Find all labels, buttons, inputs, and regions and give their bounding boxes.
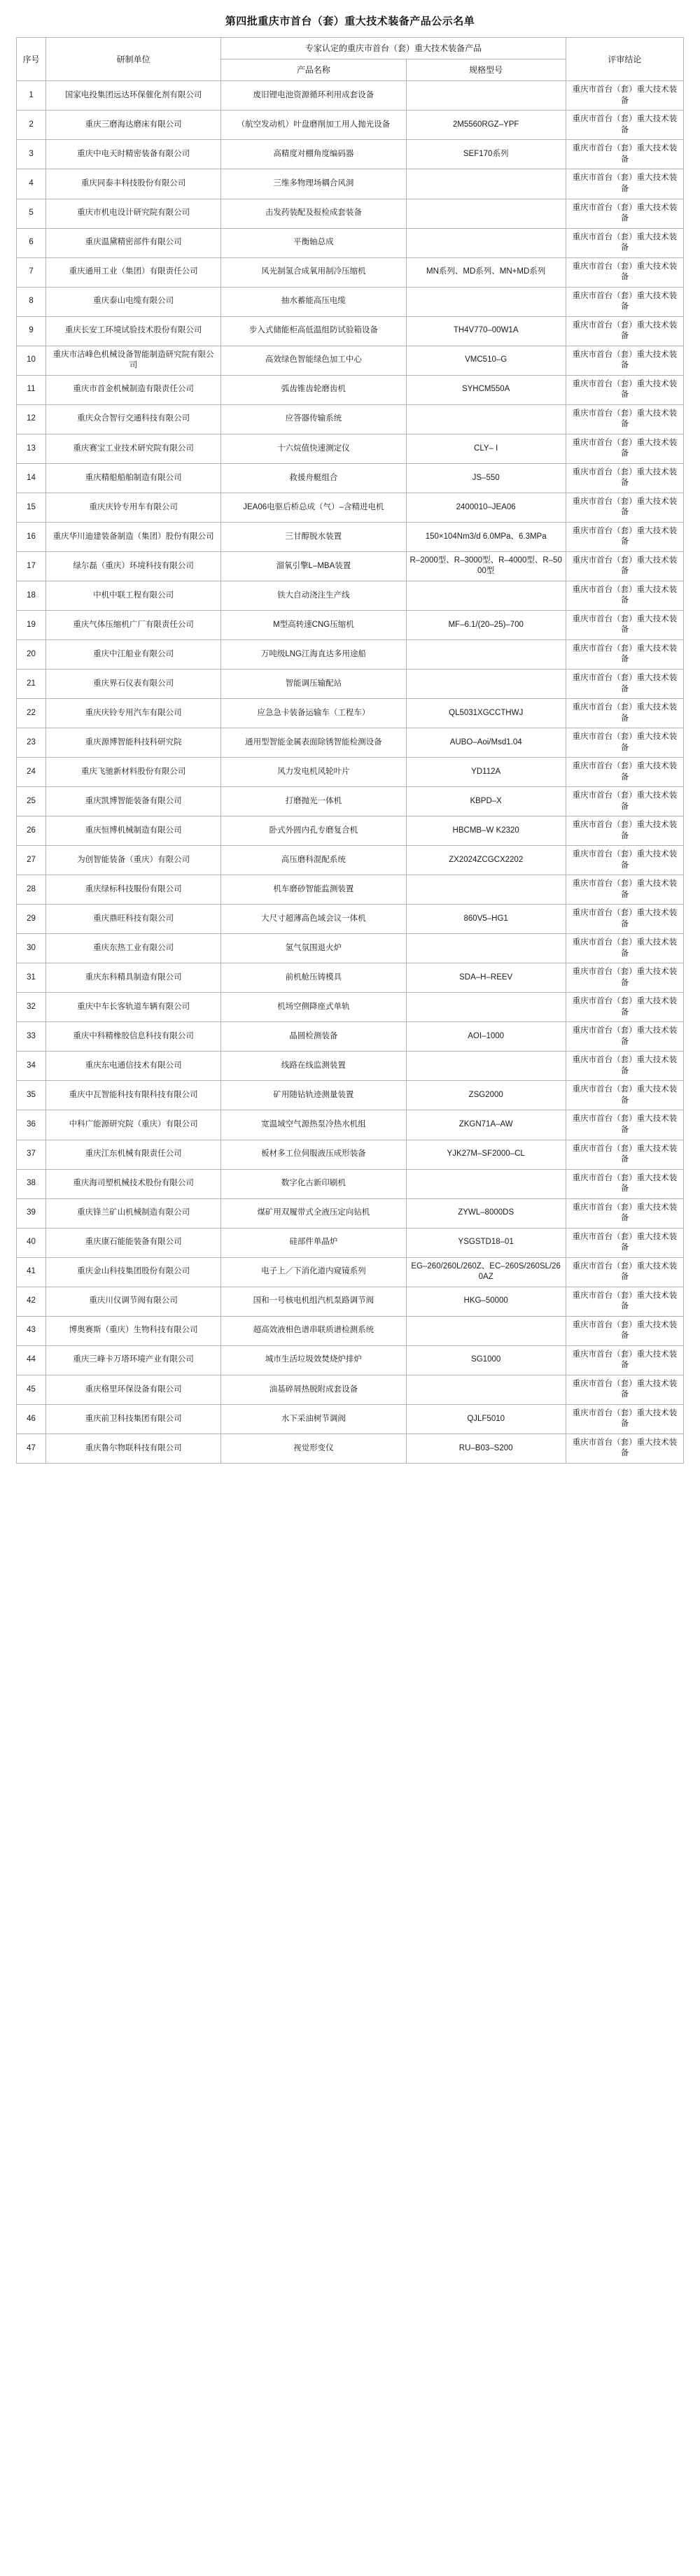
table-row bbox=[17, 1287, 684, 1316]
cell-index: 31 bbox=[17, 963, 46, 993]
cell-result: 重庆市首台（套）重大技术装备 bbox=[566, 728, 683, 758]
cell-product-name: 智能调压输配站 bbox=[221, 670, 406, 699]
cell-unit: 重庆庆铃专用汽车有限公司 bbox=[46, 699, 221, 728]
cell-unit: 重庆鲁尔物联科技有限公司 bbox=[46, 1434, 221, 1463]
cell-unit: 重庆绿标科技服份有限公司 bbox=[46, 875, 221, 905]
cell-product-model bbox=[406, 81, 566, 111]
cell-unit: 重庆三磨海达磨床有限公司 bbox=[46, 111, 221, 140]
cell-unit: 重庆鼎旺科技有限公司 bbox=[46, 905, 221, 934]
cell-product-model: SDA–H–REEV bbox=[406, 963, 566, 993]
cell-product-model: ZKGN71A–AW bbox=[406, 1110, 566, 1140]
cell-unit: 重庆金山科技集团股份有限公司 bbox=[46, 1257, 221, 1287]
cell-product-name: 铁大自动浇注生产线 bbox=[221, 581, 406, 610]
cell-result: 重庆市首台（套）重大技术装备 bbox=[566, 1198, 683, 1228]
cell-product-model bbox=[406, 1316, 566, 1345]
cell-product-model bbox=[406, 404, 566, 434]
cell-product-model bbox=[406, 228, 566, 257]
cell-result: 重庆市首台（套）重大技术装备 bbox=[566, 551, 683, 581]
column-header-product: 专家认定的重庆市首台（套）重大技术装备产品 bbox=[221, 38, 566, 59]
table-header bbox=[17, 38, 684, 81]
cell-index: 4 bbox=[17, 169, 46, 199]
table-row bbox=[17, 522, 684, 551]
cell-product-model: 2400010–JEA06 bbox=[406, 493, 566, 522]
cell-result: 重庆市首台（套）重大技术装备 bbox=[566, 639, 683, 669]
cell-index: 29 bbox=[17, 905, 46, 934]
table-row bbox=[17, 816, 684, 846]
cell-result: 重庆市首台（套）重大技术装备 bbox=[566, 993, 683, 1022]
cell-product-model: 860V5–HG1 bbox=[406, 905, 566, 934]
cell-unit: 重庆赛宝工业技术研究院有限公司 bbox=[46, 434, 221, 463]
cell-product-name: 电子上／下消化道内窥镜系列 bbox=[221, 1257, 406, 1287]
table-row bbox=[17, 1052, 684, 1081]
cell-unit: 重庆众合智行交通科技有限公司 bbox=[46, 404, 221, 434]
cell-product-name: 超高效液相色谱串联质谱检测系统 bbox=[221, 1316, 406, 1345]
cell-result: 重庆市首台（套）重大技术装备 bbox=[566, 140, 683, 169]
cell-index: 42 bbox=[17, 1287, 46, 1316]
table-row bbox=[17, 316, 684, 346]
cell-index: 5 bbox=[17, 199, 46, 228]
cell-result: 重庆市首台（套）重大技术装备 bbox=[566, 670, 683, 699]
cell-product-model: HBCMB–W K2320 bbox=[406, 816, 566, 846]
cell-index: 46 bbox=[17, 1404, 46, 1434]
cell-unit: 重庆通用工业（集团）有限责任公司 bbox=[46, 257, 221, 287]
cell-product-name: 风光制氢合成氧用制冷压缩机 bbox=[221, 257, 406, 287]
cell-unit: 重庆三峰卡万塔环境产业有限公司 bbox=[46, 1345, 221, 1375]
cell-result: 重庆市首台（套）重大技术装备 bbox=[566, 1404, 683, 1434]
cell-product-model bbox=[406, 1169, 566, 1198]
cell-result: 重庆市首台（套）重大技术装备 bbox=[566, 758, 683, 787]
cell-product-model: EG–260/260L/260Z、EC–260S/260SL/260AZ bbox=[406, 1257, 566, 1287]
cell-result: 重庆市首台（套）重大技术装备 bbox=[566, 1228, 683, 1257]
table-row bbox=[17, 199, 684, 228]
cell-result: 重庆市首台（套）重大技术装备 bbox=[566, 1316, 683, 1345]
table-row bbox=[17, 1345, 684, 1375]
cell-product-model: TH4V770–00W1A bbox=[406, 316, 566, 346]
cell-result: 重庆市首台（套）重大技术装备 bbox=[566, 934, 683, 963]
cell-index: 21 bbox=[17, 670, 46, 699]
cell-product-name: 视觉形变仪 bbox=[221, 1434, 406, 1463]
table-row bbox=[17, 551, 684, 581]
cell-product-name: 三维多物理场耦合风洞 bbox=[221, 169, 406, 199]
cell-unit: 重庆市首金机械制造有限责任公司 bbox=[46, 375, 221, 404]
cell-product-name: 救援舟艇组合 bbox=[221, 463, 406, 493]
cell-result: 重庆市首台（套）重大技术装备 bbox=[566, 346, 683, 375]
cell-product-name: 水下采油树节调阀 bbox=[221, 1404, 406, 1434]
cell-result: 重庆市首台（套）重大技术装备 bbox=[566, 434, 683, 463]
cell-product-name: 应答器传输系统 bbox=[221, 404, 406, 434]
cell-result: 重庆市首台（套）重大技术装备 bbox=[566, 111, 683, 140]
cell-unit: 国家电投集团远达环保催化剂有限公司 bbox=[46, 81, 221, 111]
cell-index: 1 bbox=[17, 81, 46, 111]
cell-product-name: （航空发动机）叶盘磨削加工用人抛光设备 bbox=[221, 111, 406, 140]
cell-index: 7 bbox=[17, 257, 46, 287]
table-row bbox=[17, 905, 684, 934]
cell-product-model bbox=[406, 670, 566, 699]
cell-product-model bbox=[406, 639, 566, 669]
cell-unit: 重庆江东机械有限责任公司 bbox=[46, 1140, 221, 1169]
cell-index: 30 bbox=[17, 934, 46, 963]
cell-product-model: MN系列、MD系列、MN+MD系列 bbox=[406, 257, 566, 287]
cell-index: 39 bbox=[17, 1198, 46, 1228]
cell-index: 17 bbox=[17, 551, 46, 581]
cell-result: 重庆市首台（套）重大技术装备 bbox=[566, 1081, 683, 1110]
cell-product-name: 大尺寸超薄高色域会议一体机 bbox=[221, 905, 406, 934]
cell-product-model: CLY– I bbox=[406, 434, 566, 463]
table-body bbox=[17, 81, 684, 1463]
cell-index: 34 bbox=[17, 1052, 46, 1081]
page-title: 第四批重庆市首台（套）重大技术装备产品公示名单 bbox=[225, 15, 475, 27]
cell-product-name: 万吨级LNG江海直达多用途船 bbox=[221, 639, 406, 669]
cell-unit: 重庆源博智能科技科研究院 bbox=[46, 728, 221, 758]
table-row bbox=[17, 670, 684, 699]
cell-product-model: ZSG2000 bbox=[406, 1081, 566, 1110]
cell-product-name: JEA06电驱后桥总成（气）–含精进电机 bbox=[221, 493, 406, 522]
cell-index: 2 bbox=[17, 111, 46, 140]
table-row bbox=[17, 434, 684, 463]
cell-result: 重庆市首台（套）重大技术装备 bbox=[566, 1110, 683, 1140]
cell-product-model bbox=[406, 993, 566, 1022]
cell-unit: 重庆市机电设计研究院有限公司 bbox=[46, 199, 221, 228]
cell-result: 重庆市首台（套）重大技术装备 bbox=[566, 1052, 683, 1081]
cell-product-name: 溜氧引擎L–MBA装置 bbox=[221, 551, 406, 581]
table-row bbox=[17, 581, 684, 610]
table-row bbox=[17, 81, 684, 111]
cell-result: 重庆市首台（套）重大技术装备 bbox=[566, 1345, 683, 1375]
cell-product-model bbox=[406, 934, 566, 963]
cell-product-model bbox=[406, 1052, 566, 1081]
table-row bbox=[17, 463, 684, 493]
cell-result: 重庆市首台（套）重大技术装备 bbox=[566, 316, 683, 346]
cell-unit: 重庆海司塑机械技术股份有限公司 bbox=[46, 1169, 221, 1198]
cell-unit: 中机中联工程有限公司 bbox=[46, 581, 221, 610]
cell-product-name: 抽水蓄能高压电缆 bbox=[221, 287, 406, 316]
column-header-result: 评审结论 bbox=[566, 38, 683, 81]
cell-unit: 重庆康石能能装备有限公司 bbox=[46, 1228, 221, 1257]
cell-product-name: 通用型智能金属表面除锈智能检测设备 bbox=[221, 728, 406, 758]
cell-product-name: 氢气氛围退火炉 bbox=[221, 934, 406, 963]
cell-product-name: 打磨抛光一体机 bbox=[221, 787, 406, 816]
cell-result: 重庆市首台（套）重大技术装备 bbox=[566, 1434, 683, 1463]
cell-index: 16 bbox=[17, 522, 46, 551]
cell-unit: 重庆凯博智能装备有限公司 bbox=[46, 787, 221, 816]
cell-result: 重庆市首台（套）重大技术装备 bbox=[566, 610, 683, 639]
cell-result: 重庆市首台（套）重大技术装备 bbox=[566, 1257, 683, 1287]
cell-product-name: 线路在线监测装置 bbox=[221, 1052, 406, 1081]
cell-index: 18 bbox=[17, 581, 46, 610]
cell-result: 重庆市首台（套）重大技术装备 bbox=[566, 257, 683, 287]
cell-unit: 重庆中车长客轨道车辆有限公司 bbox=[46, 993, 221, 1022]
column-header-unit: 研制单位 bbox=[46, 38, 221, 81]
cell-product-name: 高效绿色智能绿色加工中心 bbox=[221, 346, 406, 375]
table-row bbox=[17, 228, 684, 257]
cell-index: 26 bbox=[17, 816, 46, 846]
cell-result: 重庆市首台（套）重大技术装备 bbox=[566, 816, 683, 846]
cell-index: 3 bbox=[17, 140, 46, 169]
cell-product-model: AOI–1000 bbox=[406, 1022, 566, 1052]
table-row bbox=[17, 610, 684, 639]
cell-index: 9 bbox=[17, 316, 46, 346]
cell-product-name: 板材多工位伺服液压成形装备 bbox=[221, 1140, 406, 1169]
cell-index: 40 bbox=[17, 1228, 46, 1257]
cell-unit: 重庆泰山电缆有限公司 bbox=[46, 287, 221, 316]
table-row bbox=[17, 787, 684, 816]
cell-unit: 重庆前卫科技集团有限公司 bbox=[46, 1404, 221, 1434]
cell-product-name: 卧式外圆内孔专磨复合机 bbox=[221, 816, 406, 846]
cell-product-name: 机场空侧降座式单轨 bbox=[221, 993, 406, 1022]
cell-product-name: 前机舱压铸模具 bbox=[221, 963, 406, 993]
cell-index: 33 bbox=[17, 1022, 46, 1052]
cell-product-name: 高精度对棚角度编码器 bbox=[221, 140, 406, 169]
table-row bbox=[17, 1404, 684, 1434]
cell-product-name: 城市生活垃圾效焚烧炉排炉 bbox=[221, 1345, 406, 1375]
cell-result: 重庆市首台（套）重大技术装备 bbox=[566, 169, 683, 199]
cell-index: 35 bbox=[17, 1081, 46, 1110]
cell-index: 36 bbox=[17, 1110, 46, 1140]
table-row bbox=[17, 493, 684, 522]
cell-product-model: QL5031XGCCTHWJ bbox=[406, 699, 566, 728]
cell-product-name: 国和一号核电机组汽机泵路调节阀 bbox=[221, 1287, 406, 1316]
cell-unit: 重庆恒博机械制造有限公司 bbox=[46, 816, 221, 846]
cell-product-name: 高压磨科混配系统 bbox=[221, 846, 406, 875]
cell-product-model bbox=[406, 1375, 566, 1404]
column-header-product-model: 规格型号 bbox=[406, 59, 566, 81]
cell-index: 25 bbox=[17, 787, 46, 816]
cell-product-model: MF–6.1/(20–25)–700 bbox=[406, 610, 566, 639]
cell-result: 重庆市首台（套）重大技术装备 bbox=[566, 846, 683, 875]
cell-result: 重庆市首台（套）重大技术装备 bbox=[566, 1375, 683, 1404]
cell-unit: 重庆格里环保设备有限公司 bbox=[46, 1375, 221, 1404]
cell-index: 24 bbox=[17, 758, 46, 787]
table-row bbox=[17, 1110, 684, 1140]
cell-index: 27 bbox=[17, 846, 46, 875]
cell-result: 重庆市首台（套）重大技术装备 bbox=[566, 787, 683, 816]
cell-product-name: 宽温域空气源热泵冷热水机组 bbox=[221, 1110, 406, 1140]
cell-result: 重庆市首台（套）重大技术装备 bbox=[566, 1287, 683, 1316]
cell-index: 14 bbox=[17, 463, 46, 493]
cell-unit: 重庆同泰丰科技股份有限公司 bbox=[46, 169, 221, 199]
cell-index: 10 bbox=[17, 346, 46, 375]
table-row bbox=[17, 375, 684, 404]
cell-product-name: 废旧锂电池资源循环利用成套设备 bbox=[221, 81, 406, 111]
cell-index: 38 bbox=[17, 1169, 46, 1198]
cell-unit: 博奥赛斯（重庆）生物科技有限公司 bbox=[46, 1316, 221, 1345]
cell-product-name: 数字化古新印刷机 bbox=[221, 1169, 406, 1198]
cell-result: 重庆市首台（套）重大技术装备 bbox=[566, 404, 683, 434]
cell-index: 13 bbox=[17, 434, 46, 463]
cell-unit: 为创智能装备（重庆）有限公司 bbox=[46, 846, 221, 875]
cell-product-name: 机车磨砂智能监测装置 bbox=[221, 875, 406, 905]
cell-product-model: ZYWL–8000DS bbox=[406, 1198, 566, 1228]
table-row bbox=[17, 287, 684, 316]
table-row bbox=[17, 1257, 684, 1287]
table-row bbox=[17, 1316, 684, 1345]
cell-result: 重庆市首台（套）重大技术装备 bbox=[566, 199, 683, 228]
table-row bbox=[17, 728, 684, 758]
cell-product-model: JS–550 bbox=[406, 463, 566, 493]
equipment-list-table bbox=[16, 37, 684, 1464]
cell-unit: 重庆川仪调节阀有限公司 bbox=[46, 1287, 221, 1316]
cell-index: 28 bbox=[17, 875, 46, 905]
cell-index: 22 bbox=[17, 699, 46, 728]
cell-product-name: 步入式储能柜高低温组防试验箱设备 bbox=[221, 316, 406, 346]
table-row bbox=[17, 257, 684, 287]
cell-index: 23 bbox=[17, 728, 46, 758]
cell-unit: 绿尔磊（重庆）环境科技有限公司 bbox=[46, 551, 221, 581]
table-row bbox=[17, 1198, 684, 1228]
table-row bbox=[17, 993, 684, 1022]
table-row bbox=[17, 346, 684, 375]
cell-product-model: 2M5560RGZ–YPF bbox=[406, 111, 566, 140]
table-row bbox=[17, 404, 684, 434]
cell-product-model: KBPD–X bbox=[406, 787, 566, 816]
cell-product-name: 十六烷值快速测定仪 bbox=[221, 434, 406, 463]
cell-product-model: YD112A bbox=[406, 758, 566, 787]
cell-product-name: 晶圆检测装备 bbox=[221, 1022, 406, 1052]
cell-product-model: SG1000 bbox=[406, 1345, 566, 1375]
cell-product-name: 风力发电机风轮叶片 bbox=[221, 758, 406, 787]
cell-unit: 重庆华川迪建装备制造（集团）股份有限公司 bbox=[46, 522, 221, 551]
column-header-product-name: 产品名称 bbox=[221, 59, 406, 81]
table-row bbox=[17, 934, 684, 963]
cell-index: 37 bbox=[17, 1140, 46, 1169]
table-row bbox=[17, 758, 684, 787]
cell-result: 重庆市首台（套）重大技术装备 bbox=[566, 522, 683, 551]
cell-index: 6 bbox=[17, 228, 46, 257]
cell-unit: 重庆东热工业有限公司 bbox=[46, 934, 221, 963]
cell-index: 11 bbox=[17, 375, 46, 404]
cell-product-model: RU–B03–S200 bbox=[406, 1434, 566, 1463]
cell-product-model: R–2000型、R–3000型、R–4000型、R–5000型 bbox=[406, 551, 566, 581]
cell-index: 43 bbox=[17, 1316, 46, 1345]
cell-product-model: VMC510–G bbox=[406, 346, 566, 375]
cell-product-model: 150×104Nm3/d 6.0MPa、6.3MPa bbox=[406, 522, 566, 551]
cell-unit: 重庆庆铃专用车有限公司 bbox=[46, 493, 221, 522]
cell-index: 12 bbox=[17, 404, 46, 434]
cell-result: 重庆市首台（套）重大技术装备 bbox=[566, 228, 683, 257]
cell-product-model bbox=[406, 169, 566, 199]
cell-index: 45 bbox=[17, 1375, 46, 1404]
table-row bbox=[17, 1434, 684, 1463]
table-row bbox=[17, 1022, 684, 1052]
cell-product-model: YJK27M–SF2000–CL bbox=[406, 1140, 566, 1169]
cell-result: 重庆市首台（套）重大技术装备 bbox=[566, 287, 683, 316]
cell-unit: 重庆长安工环境试验技术股份有限公司 bbox=[46, 316, 221, 346]
cell-result: 重庆市首台（套）重大技术装备 bbox=[566, 81, 683, 111]
cell-unit: 重庆中科精橡胶信息科技有限公司 bbox=[46, 1022, 221, 1052]
cell-index: 32 bbox=[17, 993, 46, 1022]
table-row bbox=[17, 1140, 684, 1169]
cell-product-model: SEF170系列 bbox=[406, 140, 566, 169]
table-header-row-1 bbox=[17, 38, 684, 59]
cell-unit: 重庆中瓦智能科技有限科技有限公司 bbox=[46, 1081, 221, 1110]
cell-unit: 重庆东电通信技术有限公司 bbox=[46, 1052, 221, 1081]
cell-result: 重庆市首台（套）重大技术装备 bbox=[566, 905, 683, 934]
table-row bbox=[17, 875, 684, 905]
cell-product-name: 平衡轴总成 bbox=[221, 228, 406, 257]
cell-product-model: AUBO–Aoi/Msd1.04 bbox=[406, 728, 566, 758]
cell-result: 重庆市首台（套）重大技术装备 bbox=[566, 1169, 683, 1198]
cell-index: 44 bbox=[17, 1345, 46, 1375]
cell-product-name: 硅部件单晶炉 bbox=[221, 1228, 406, 1257]
cell-index: 47 bbox=[17, 1434, 46, 1463]
cell-product-name: 击发药装配及报检成套装备 bbox=[221, 199, 406, 228]
cell-result: 重庆市首台（套）重大技术装备 bbox=[566, 963, 683, 993]
cell-result: 重庆市首台（套）重大技术装备 bbox=[566, 463, 683, 493]
cell-result: 重庆市首台（套）重大技术装备 bbox=[566, 699, 683, 728]
cell-result: 重庆市首台（套）重大技术装备 bbox=[566, 875, 683, 905]
table-row bbox=[17, 1375, 684, 1404]
cell-product-model: ZX2024ZCGCX2202 bbox=[406, 846, 566, 875]
cell-product-name: 煤矿用双履带式全液压定向钻机 bbox=[221, 1198, 406, 1228]
table-row bbox=[17, 699, 684, 728]
cell-index: 19 bbox=[17, 610, 46, 639]
table-row bbox=[17, 111, 684, 140]
table-row bbox=[17, 140, 684, 169]
cell-unit: 重庆气体压缩机广厂有限责任公司 bbox=[46, 610, 221, 639]
cell-unit: 重庆中江船业有限公司 bbox=[46, 639, 221, 669]
cell-result: 重庆市首台（套）重大技术装备 bbox=[566, 375, 683, 404]
cell-unit: 重庆温黛精密部件有限公司 bbox=[46, 228, 221, 257]
table-row bbox=[17, 169, 684, 199]
cell-result: 重庆市首台（套）重大技术装备 bbox=[566, 581, 683, 610]
cell-product-model: HKG–50000 bbox=[406, 1287, 566, 1316]
cell-index: 41 bbox=[17, 1257, 46, 1287]
cell-index: 20 bbox=[17, 639, 46, 669]
cell-result: 重庆市首台（套）重大技术装备 bbox=[566, 493, 683, 522]
cell-product-name: 油基碎屑热脱附成套设备 bbox=[221, 1375, 406, 1404]
table-row bbox=[17, 846, 684, 875]
cell-product-name: 矿用随钻轨迹测量装置 bbox=[221, 1081, 406, 1110]
column-header-index: 序号 bbox=[17, 38, 46, 81]
cell-product-model: QJLF5010 bbox=[406, 1404, 566, 1434]
cell-product-name: M型高转速CNG压缩机 bbox=[221, 610, 406, 639]
cell-unit: 重庆市洁峰色机械设备智能制造研究院有限公司 bbox=[46, 346, 221, 375]
table-row bbox=[17, 1169, 684, 1198]
cell-product-name: 应急急卡装备运输车（工程车） bbox=[221, 699, 406, 728]
cell-unit: 重庆精船船舶制造有限公司 bbox=[46, 463, 221, 493]
cell-unit: 重庆中电天时精密装备有限公司 bbox=[46, 140, 221, 169]
table-row bbox=[17, 1081, 684, 1110]
cell-unit: 重庆锋兰矿山机械制造有限公司 bbox=[46, 1198, 221, 1228]
cell-product-model: SYHCM550A bbox=[406, 375, 566, 404]
cell-unit: 重庆界石仪表有限公司 bbox=[46, 670, 221, 699]
cell-product-model bbox=[406, 581, 566, 610]
cell-product-model: YSGSTD18–01 bbox=[406, 1228, 566, 1257]
cell-product-name: 三甘醇脱水装置 bbox=[221, 522, 406, 551]
cell-unit: 重庆飞驰新材料股份有限公司 bbox=[46, 758, 221, 787]
cell-result: 重庆市首台（套）重大技术装备 bbox=[566, 1022, 683, 1052]
cell-result: 重庆市首台（套）重大技术装备 bbox=[566, 1140, 683, 1169]
table-row bbox=[17, 1228, 684, 1257]
cell-product-name: 弧齿锥齿轮磨齿机 bbox=[221, 375, 406, 404]
cell-index: 15 bbox=[17, 493, 46, 522]
cell-product-model bbox=[406, 199, 566, 228]
cell-product-model bbox=[406, 287, 566, 316]
table-row bbox=[17, 963, 684, 993]
cell-unit: 重庆东科精具制造有限公司 bbox=[46, 963, 221, 993]
cell-unit: 中科广能源研究院（重庆）有限公司 bbox=[46, 1110, 221, 1140]
cell-product-model bbox=[406, 875, 566, 905]
cell-index: 8 bbox=[17, 287, 46, 316]
table-row bbox=[17, 639, 684, 669]
